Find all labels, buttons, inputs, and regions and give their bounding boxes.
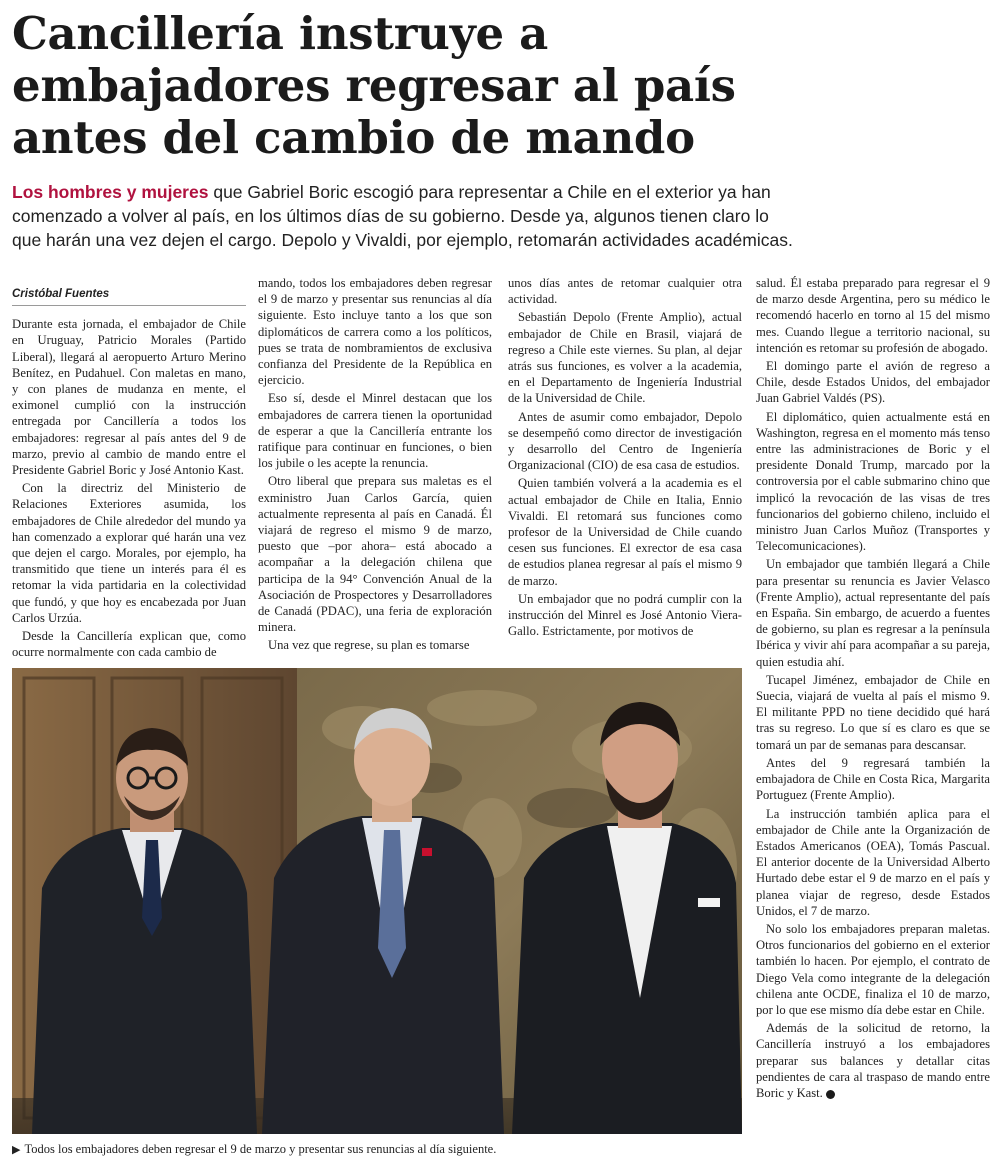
paragraph: Eso sí, desde el Minrel destacan que los embajadores de carrera tienen la oportunidad de esperar a que la Cancillería entrante los ratifique para continuar en funciones, o bien los jubile o les acepte la renuncia.: [258, 391, 492, 471]
paragraph-final-text: Además de la solicitud de retorno, la Cancillería instruyó a los embajadores preparar sus balances y detallar citas pendientes de cara al traspaso de mando entre Boric y Kast.: [756, 1021, 990, 1100]
photo-three-men-icon: [12, 668, 742, 1134]
lead-strong: Los hombres y mujeres: [12, 182, 209, 202]
paragraph: El domingo parte el avión de regreso a Chile, desde Estados Unidos, del embajador Juan Gabriel Valdés (PS).: [756, 359, 990, 406]
headline-line-3: antes del cambio de mando: [12, 111, 695, 164]
paragraph: Otro liberal que prepara sus maletas es el exministro Juan Carlos García, quien actualmente representa al país en Canadá. Él viajará de regreso el mismo 9 de marzo, puesto que –por ahora– está abocado a acompañar a la delegación chilena que participa de la 94° Convención Anual de la Asociación de Prospectores y Desarrolladores de Canadá (PDAC), una feria de exploración minera.: [258, 474, 492, 635]
paragraph: salud. Él estaba preparado para regresar el 9 de marzo desde Argentina, pero su médico le recomendó hacerlo en torno al 15 del mismo mes. Cuando llegue a territorio nacional, su intención es retomar su profesión de abogado.: [756, 276, 990, 355]
paragraph: No solo los embajadores preparan maletas. Otros funcionarios del gobierno en el exterior también lo hacen. Por ejemplo, el contrato de Diego Vela como integrante de la delegación chilena ante OCDE, finaliza el 10 de marzo, por lo que ese mismo día debe estar en Chile.: [756, 921, 990, 1017]
paragraph: Una vez que regrese, su plan es tomarse: [268, 638, 470, 653]
article-photo: [12, 668, 742, 1134]
article-column-1: [12, 286, 246, 662]
paragraph: Quien también volverá a la academia es el actual embajador de Chile en Italia, Ennio Vivaldi. El retomará sus funciones como profesor de la Universidad de Chile cuando cesen sus funciones. El exrector de esa casa de estudios planea regresar al país el mismo 9 de marzo.: [508, 476, 742, 588]
lead-line-1: [12, 180, 997, 204]
article-column-2: [258, 275, 492, 656]
paragraph-final: [756, 1020, 990, 1101]
article-column-3: [508, 275, 742, 641]
lead-paragraph: [12, 180, 997, 252]
paragraph: Tucapel Jiménez, embajador de Chile en Suecia, viajará de vuelta al país el mismo 9. El militante PPD no tiene decidido qué hará tras su regreso. Lo que sí es claro es que se tomará un par de semanas para descansar.: [756, 672, 990, 752]
lead-line-2: comenzado a volver al país, en los últimos días de su gobierno. Desde ya, algunos tienen claro lo: [12, 206, 769, 226]
headline-line-2: embajadores regresar al país: [12, 59, 736, 112]
caption-triangle-icon: ▶: [12, 1144, 21, 1156]
paragraph: mando, todos los embajadores deben regresar el 9 de marzo y presentar sus renuncias al día siguiente. Esto incluye tanto a los que son diplomáticos de carrera como a los políticos, pues se trata de nombramientos de exclusiva confianza del Presidente de la República en ejercicio.: [258, 276, 492, 388]
article-column-4: [756, 275, 990, 1103]
paragraph: Antes de asumir como embajador, Depolo se desempeñó como director de investigación y desarrollo del Centro de Ingeniería Organizacional (CIO) de esa casa de estudios.: [508, 409, 742, 473]
end-mark-icon: [826, 1090, 835, 1099]
paragraph: Durante esta jornada, el embajador de Chile en Uruguay, Patricio Morales (Partido Liberal), llegará al aeropuerto Arturo Merino Benítez, en Pudahuel. Con maletas en mano, y con planes de mudanza en mente, el eximonel cumplió con la instrucción entregada por Cancillería a todos los embajadores: regresar al país antes del 9 de marzo, previo al cambio de mando entre el Presidente Gabriel Boric y José Antonio Kast.: [12, 317, 246, 478]
headline: [12, 8, 772, 164]
caption-text: Todos los embajadores deben regresar el 9 de marzo y presentar sus renuncias al día siguiente.: [24, 1142, 497, 1156]
paragraph: La instrucción también aplica para el embajador de Chile ante la Organización de Estados Americanos (OEA), Tomás Pascual. El anterior docente de la Universidad Alberto Hurtado debe estar el 9 de marzo en el país y planea viajar de regreso, desde Estados Unidos, el 7 de marzo.: [756, 806, 990, 918]
paragraph: Antes del 9 regresará también la embajadora de Chile en Costa Rica, Margarita Portuguez (Frente Amplio).: [756, 755, 990, 803]
photo-caption: [12, 1142, 752, 1157]
paragraph: El diplomático, quien actualmente está en Washington, regresa en el momento más tenso entre las administraciones de Boric y el presidente Donald Trump, marcado por la controversia por el cable submarino chino que implicó la revocación de las visas de tres funcionarios del gobierno chileno, incluido el ministro Juan Carlos Muñoz (Transportes y Telecomunicaciones).: [756, 409, 990, 554]
lead-line-1-rest: que Gabriel Boric escogió para representar a Chile en el exterior ya han: [208, 182, 771, 202]
paragraph: Con la directriz del Ministerio de Relaciones Exteriores asumida, los embajadores de Chile alrededor del mundo ya han comenzado a explorar qué harán una vez que dejen el cargo. Morales, por ejemplo, ha transmitido que tiene un interés para él es retomar la vida partidaria en la colectividad que fundó, y que hoy es encabezada por Juan Carlos Urzúa.: [12, 481, 246, 625]
headline-line-1: Cancillería instruye a: [12, 7, 548, 60]
paragraph: unos días antes de retomar cualquier otra actividad.: [508, 276, 742, 307]
lead-line-3: que harán una vez dejen el cargo. Depolo y Vivaldi, por ejemplo, retomarán actividades académicas.: [12, 230, 793, 250]
byline: Cristóbal Fuentes: [12, 286, 246, 306]
paragraph: Un embajador que también llegará a Chile para presentar su renuncia es Javier Velasco (Frente Amplio), actual representante del país en España. Sin embargo, de acuerdo a fuentes de gobierno, su plan es regresar a la península Ibérica y vivir ahí para acompañar a su pareja, quien estudia ahí.: [756, 557, 990, 669]
paragraph: Desde la Cancillería explican que, como ocurre normalmente con cada cambio de: [12, 629, 246, 660]
paragraph: Sebastián Depolo (Frente Amplio), actual embajador de Chile en Brasil, viajará de regreso a Chile este viernes. Su plan, al dejar atrás sus funciones, es volver a la academia, en el Departamento de Ingeniería Industrial de la Universidad de Chile.: [508, 310, 742, 406]
paragraph: Un embajador que no podrá cumplir con la instrucción del Minrel es José Antonio Viera-Gallo. Estrictamente, por motivos de: [508, 591, 742, 639]
